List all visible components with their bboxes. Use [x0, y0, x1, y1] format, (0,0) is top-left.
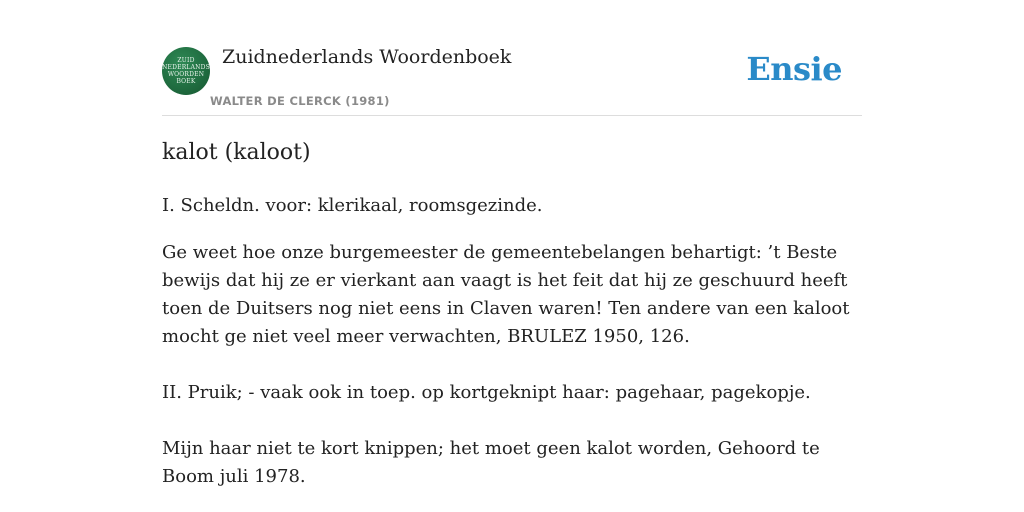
- dictionary-logo[interactable]: [162, 47, 210, 95]
- ensie-logo-link[interactable]: Ensie: [746, 50, 842, 88]
- dictionary-title-link[interactable]: Zuidnederlands Woordenboek: [222, 46, 512, 68]
- entry-headword: kalot (kaloot): [162, 140, 311, 165]
- definition-sense-2: II. Pruik; - vaak ook in toep. op kortgeknipt haar: pagehaar, pagekopje.: [162, 382, 811, 403]
- logo-line: NEDERLANDS: [162, 64, 210, 71]
- definition-example-1: Ge weet hoe onze burgemeester de gemeentebelangen behartigt: ’t Beste bewijs dat hij ze er vierkant aan vaagt is het feit dat hij ze geschuurd heeft toen de Duitsers nog niet eens in Claven waren! Ten andere van een kaloot mocht ge niet veel meer verwachten, BRULEZ 1950, 126.: [162, 242, 850, 347]
- logo-line: WOORDEN: [167, 71, 205, 78]
- entry-definition: [162, 192, 862, 491]
- definition-sense-1: I. Scheldn. voor: klerikaal, roomsgezinde.: [162, 195, 543, 216]
- definition-example-2: Mijn haar niet te kort knippen; het moet geen kalot worden, Gehoord te Boom juli 1978.: [162, 438, 820, 487]
- dictionary-author: WALTER DE CLERCK (1981): [210, 94, 390, 108]
- dictionary-header: [162, 40, 862, 116]
- logo-line: ZUID: [177, 57, 195, 64]
- logo-line: BOEK: [176, 78, 196, 85]
